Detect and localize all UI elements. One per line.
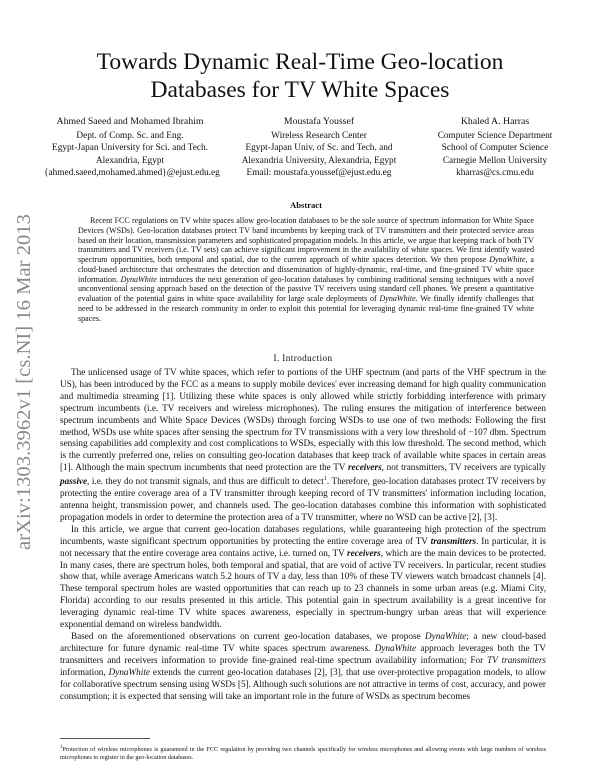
author-1-name: Ahmed Saeed and Mohamed Ibrahim xyxy=(56,116,204,127)
footnote-rule xyxy=(60,738,150,739)
author-2-affiliation-3: Alexandria University, Alexandria, Egypt xyxy=(241,155,397,166)
intro-paragraph-1: The unlicensed usage of TV white spaces, which refer to portions of the UHF spectrum (and parts of the VHF spectrum in the US), has been introduced by the FCC as a means to supply mobile devices' ever increasing demand for high quality communication and multimedia streaming [1]. Utilizing these white spaces is only allowed while strictly forbidding interference with primary spectrum incumbents (i.e. TV receivers and wireless microphones). The ruling ensures the mitigation of interference between spectrum incumbents and White Space Devices (WSDs) through forcing WSDs to use one of two methods: Following the first method, WSDs use white spaces after sensing the spectrum for TV transmissions with a very low threshold of −107 dbm. Spectrum sensing capabilities add complexity and cost complications to WSDs, especially with this low threshold. The second method, which is the currently preferred one, relies on consulting geo-location databases that keep track of available white spaces in certain areas [1]. Although the main spectrum incumbents that need protection are the TV receivers, not transmitters, TV receivers are typically passive, i.e. they do not transmit signals, and thus are difficult to detect$^1$. Therefore, geo-location databases protect TV receivers by protecting the entire coverage area of a TV transmitter through keeping record of TV transmitters' information including location, antenna height, transmission power, and channels used. The geo-location databases combine this information with sophisticated propagation models in order to determine the protection area of a TV transmitter, where no WSD can be active [2], [3]. xyxy=(60,367,547,522)
author-2-email: Email: moustafa.youssef@ejust.edu.eg xyxy=(246,168,392,179)
author-2 xyxy=(230,116,408,180)
author-3-name: Khaled A. Harras xyxy=(460,116,530,127)
author-3-affiliation-1: Computer Science Department xyxy=(437,130,553,141)
abstract-text: Recent FCC regulations on TV white spaces allow geo-location databases to be the sole source of spectrum information for White Space Devices (WSDs). Geo-location databases protect TV band incumbents by keeping track of TV transmitters and their protected service areas based on their location, transmission parameters and sophisticated propagation models. In this article, we argue that keeping track of both TV transmitters and TV receivers (i.e. TV sets) can achieve significant improvement in the availability of white spaces. We first identify wasted spectrum opportunities, both temporal and spatial, due to the current approach of white spaces detection. We then propose DynaWhite, a cloud-based architecture that orchestrates the detection and dissemination of highly-dynamic, real-time, and fine-grained TV white space information. DynaWhite introduces the next generation of geo-location databases by combining traditional sensing techniques with a novel unconventional sensing approach based on the detection of the passive TV receivers using standard cell phones. We present a quantitative evaluation of the potential gains in white space availability for large scale deployments of DynaWhite. We finally identify challenges that need to be addressed in the research community in order to exploit this potential for leveraging dynamic real-time fine-grained TV white spaces. xyxy=(78,216,534,323)
section-heading: I. Introduction xyxy=(273,353,333,363)
abstract-heading: Abstract xyxy=(290,200,322,210)
author-3-affiliation-2: School of Computer Science xyxy=(441,143,549,154)
arxiv-identifier-text: arXiv:1303.3962v1 [cs.NI] 16 Mar 2013 xyxy=(13,216,35,550)
author-2-affiliation-1: Wireless Research Center xyxy=(271,130,367,141)
author-3 xyxy=(420,116,570,180)
author-1-affiliation-3: Alexandria, Egypt xyxy=(95,155,165,166)
footnote-marker: 1 xyxy=(323,476,327,483)
intro-paragraph-3: Based on the aforementioned observations on current geo-location databases, we propose DynaWhite; a new cloud-based architecture for future dynamic real-time TV white spaces spectrum awareness. DynaWhite approach leverages both the TV transmitters and receivers information to provide fine-grained real-time spectrum availability information; For TV transmitters information, DynaWhite extends the current geo-location databases [2], [3], that use over-protective propagation models, to allow for collaborative spectrum sensing using WSDs [5]. Although such solutions are not attractive in terms of cost, accuracy, and power consumption; it is expected that sensing will take an important role in the future of WSDs as spectrum becomes xyxy=(60,631,546,701)
introduction-section xyxy=(60,353,546,702)
author-1 xyxy=(44,116,220,180)
abstract xyxy=(78,200,534,323)
intro-paragraph-2: In this article, we argue that current geo-location databases regulations, while guaranteeing high protection of the spectrum incumbents, waste significant spectrum opportunities by protecting the entire coverage area of TV transmitters. In particular, it is not necessary that the entire coverage area contains active, i.e. turned on, TV receivers, which are the main devices to be protected. In many cases, there are spectrum holes, both temporal and spatial, that are void of active TV receivers. In particular, recent studies show that, while average Americans watch 5.2 hours of TV a day, less than 10% of these TV viewers watch broadcast channels [4]. These temporal spectrum holes are wasted opportunities that can reach up to 23 channels in some urban areas (e.g. Miami City, Florida) according to our results presented in this article. This potential gain in spectrum availability is a great incentive for leveraging dynamic real-time TV white spaces awareness, especially in spectrum-hungry urban areas that will experience exponential demand on wireless bandwidth. xyxy=(60,523,546,630)
footnote: $^1$Protection of wireless microphones is guaranteed in the FCC regulation by providing two channels specifically for wireless microphones and allowing events with large numbers of wireless microphones to register in the geo-location databases. xyxy=(60,744,546,761)
arxiv-identifier xyxy=(2,212,42,552)
author-2-name: Moustafa Youssef xyxy=(283,116,355,127)
paper-title: Towards Dynamic Real-Time Geo-location Databases for TV White Spaces xyxy=(96,49,504,103)
author-1-affiliation-1: Dept. of Comp. Sc. and Eng. xyxy=(76,130,184,141)
author-2-affiliation-2: Egypt-Japan Univ. of Sc. and Tech. and xyxy=(245,143,393,154)
footnote-text: Protection of wireless microphones is guaranteed in the FCC regulation by providing two channels specifically for wireless microphones and allowing events with large numbers of wireless microphones to register in the geo-location databases. xyxy=(60,746,546,761)
author-1-affiliation-2: Egypt-Japan University for Sci. and Tech. xyxy=(52,143,208,154)
author-1-email: {ahmed.saeed,mohamed.ahmed}@ejust.edu.eg xyxy=(44,168,220,179)
author-3-affiliation-3: Carnegie Mellon University xyxy=(442,155,548,166)
author-3-email: kharras@cs.cmu.edu xyxy=(456,168,534,179)
